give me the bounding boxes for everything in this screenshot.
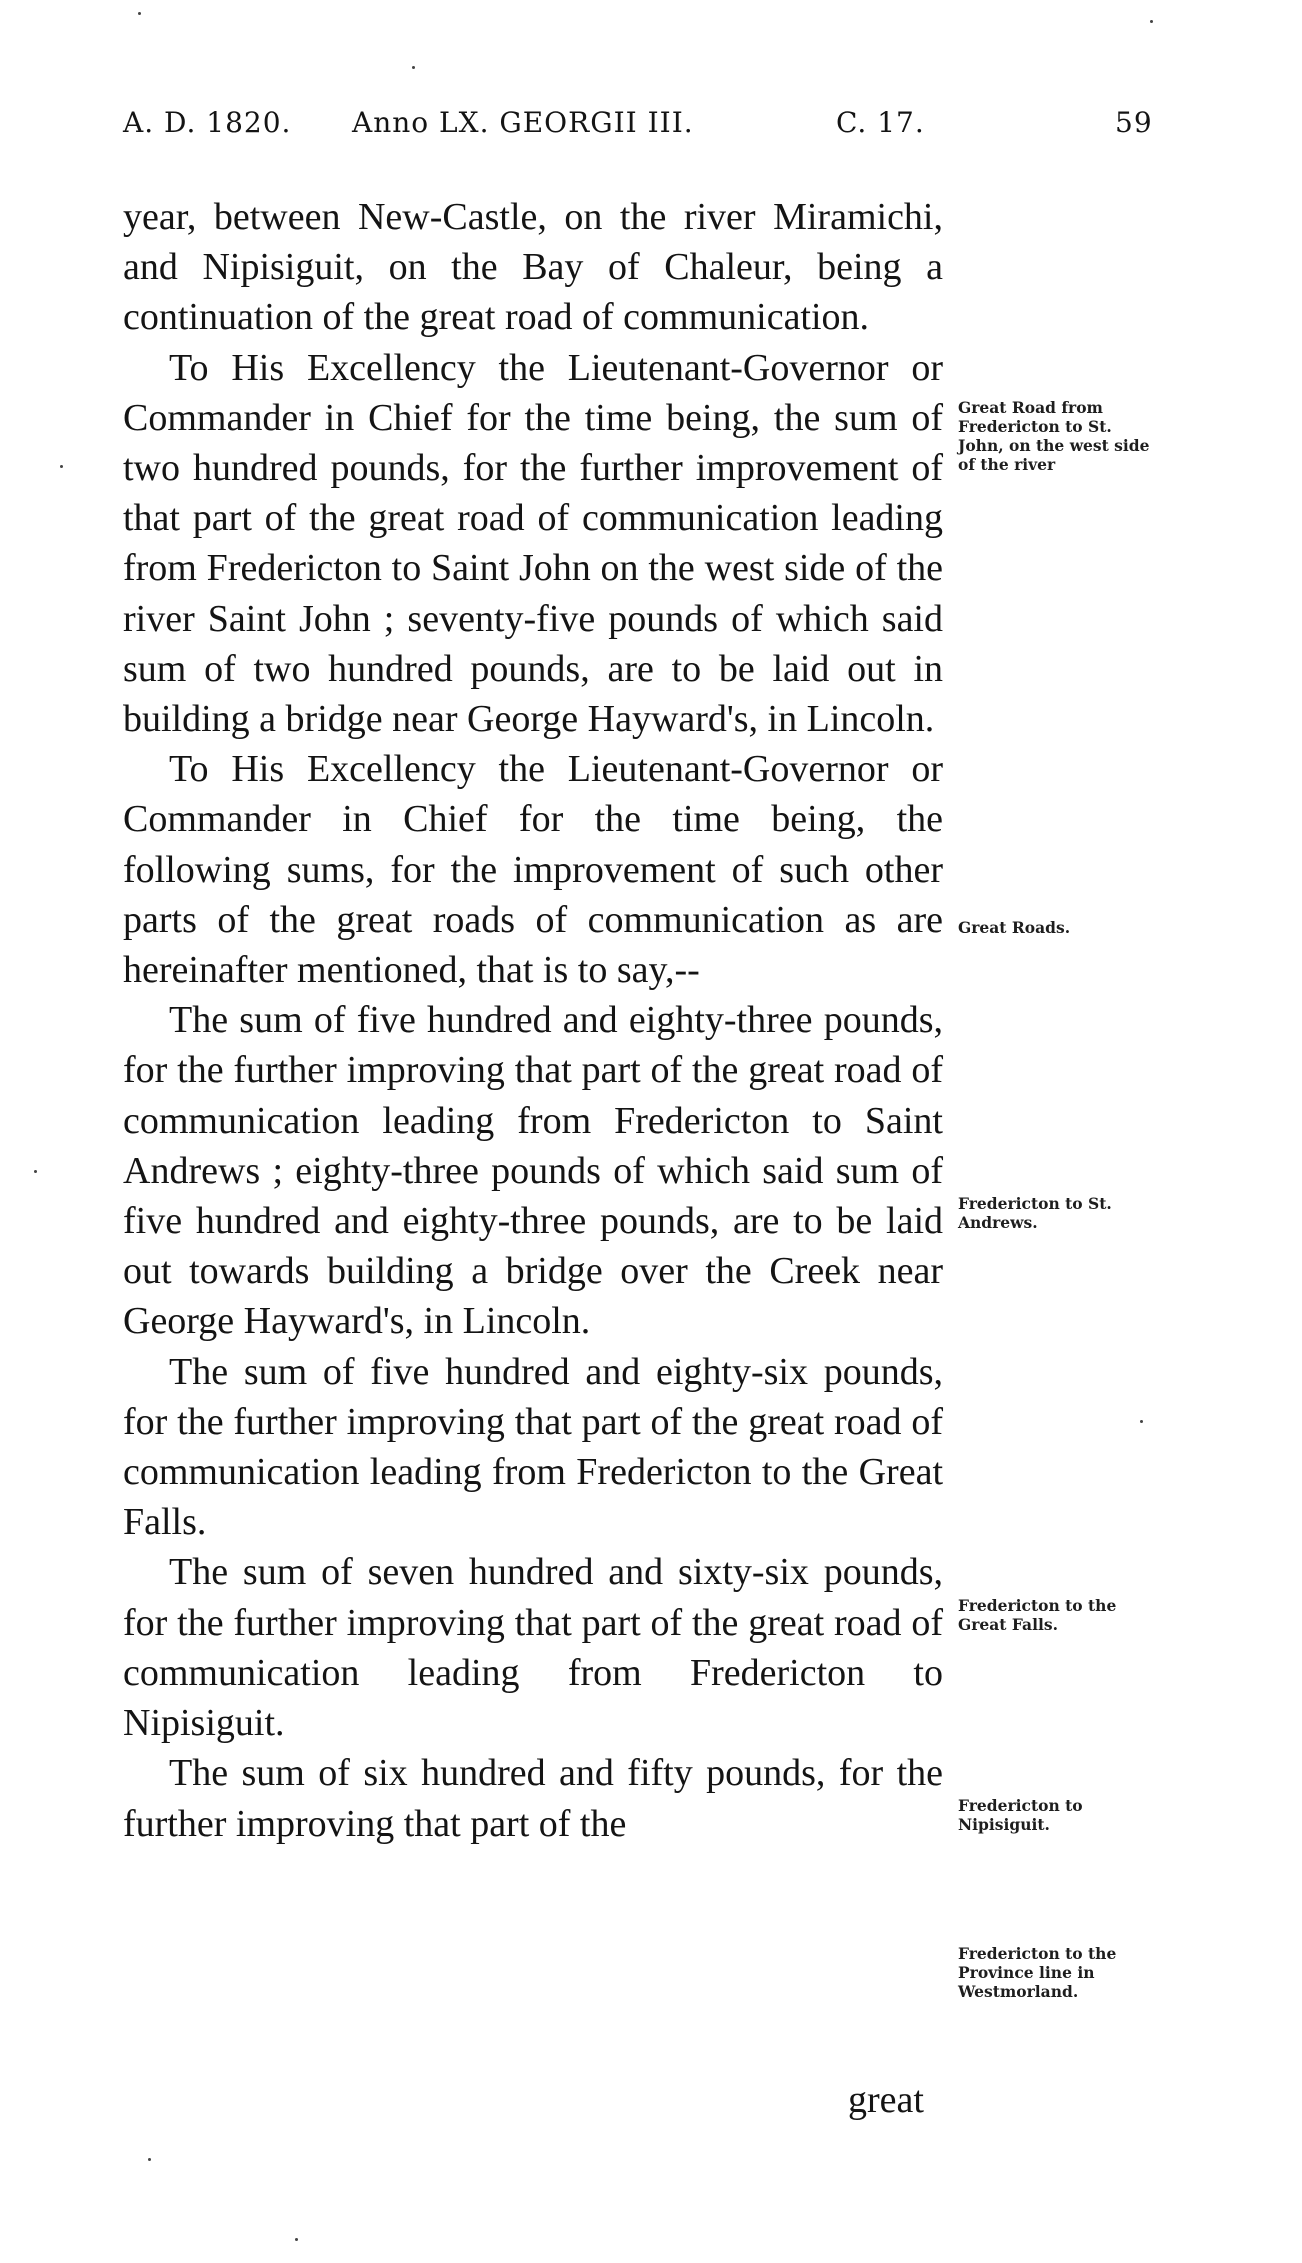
paragraph-province-line: The sum of six hundred and fifty pounds, for the further improving that part of the [123,1752,943,1845]
paragraph-continuation: year, between New-Castle, on the river Miramichi, and Nipisiguit, on the Bay of Chaleur, being a continuation of the great road of communication. [123,196,943,339]
scan-speck [1150,20,1153,23]
paragraph-great-roads: To His Excellency the Lieutenant-Governor or Commander in Chief for the time being, the following sums, for the improvement of such other parts of the great roads of communication as are hereinafter mentioned, that is to say,-- [123,748,943,992]
scan-speck [1140,1420,1143,1423]
side-note-great-falls: Fredericton to the Great Falls. [958,1596,1117,1634]
header-chapter: C. 17. [836,106,925,139]
catchword: great [848,2079,924,2121]
paragraph-great-falls: The sum of five hundred and eighty-six pounds, for the further improving that part of the great road of communication leading from Fredericton to the Great Falls. [123,1350,943,1544]
header-title: Anno LX. GEORGII III. [352,106,694,139]
scan-speck [60,465,63,468]
side-note-province-line: Fredericton to the Province line in Westmorland. [958,1944,1117,2001]
side-note-great-roads: Great Roads. [958,918,1071,937]
scan-speck [295,2238,298,2241]
scan-speck [138,12,141,15]
paragraph-nipisiguit: The sum of seven hundred and sixty-six pounds, for the further improving that part of the great road of communication leading from Fredericton to Nipisiguit. [123,1551,943,1745]
main-text [123,192,943,1849]
page-number: 59 [1115,106,1153,139]
scan-speck [34,1170,37,1173]
header-date: A. D. 1820. [123,106,292,139]
paragraph-road-saint-john: To His Excellency the Lieutenant-Governor or Commander in Chief for the time being, the sum of two hundred pounds, for the further improvement of that part of the great road of communication leading from Fredericton to Saint John on the west side of the river Saint John ; seventy-five pounds of which said sum of two hundred pounds, are to be laid out in building a bridge near George Hayward's, in Lincoln. [123,346,943,741]
paragraph-saint-andrews: The sum of five hundred and eighty-three pounds, for the further improving that part of the great road of communication leading from Fredericton to Saint Andrews ; eighty-three pounds of which said sum of five hundred and eighty-three pounds, are to be laid out towards building a bridge over the Creek near George Hayward's, in Lincoln. [123,999,943,1343]
scan-speck [412,66,415,69]
running-header [0,106,1302,146]
side-note-saint-andrews: Fredericton to St. Andrews. [958,1194,1112,1232]
scan-speck [148,2158,151,2161]
side-note-nipisiguit: Fredericton to Nipisiguit. [958,1796,1083,1834]
side-note-saint-john: Great Road from Fredericton to St. John, on the west side of the river [958,398,1150,474]
